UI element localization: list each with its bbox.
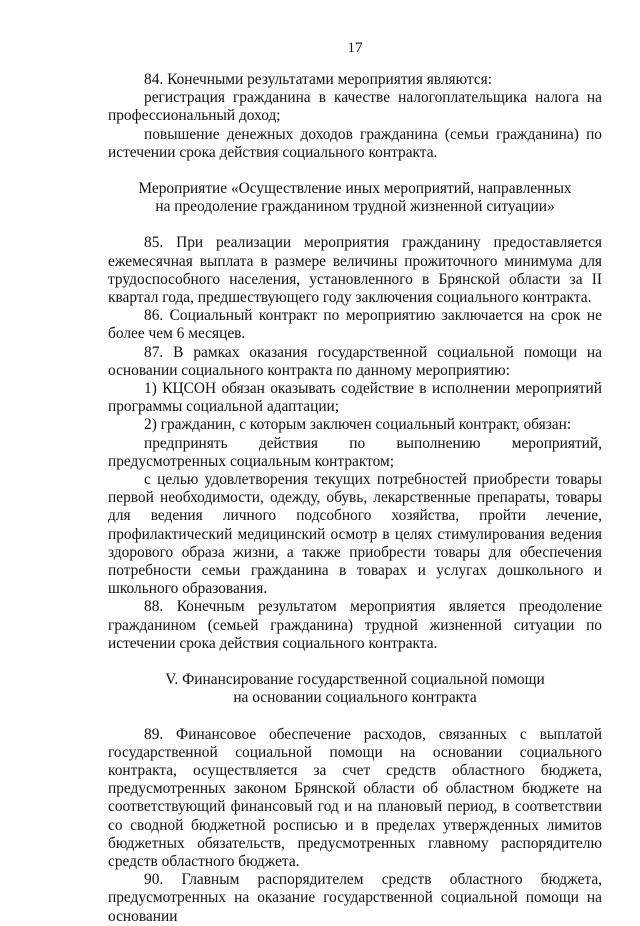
paragraph: предпринять действия по выполнению мероприятий, предусмотренных социальным контрактом; <box>108 434 602 470</box>
section-title: Мероприятие «Осуществление иных мероприятий, направленных <box>138 180 572 198</box>
paragraph: повышение денежных доходов гражданина (семьи гражданина) по истечении срока действия социального контракта. <box>108 125 602 161</box>
paragraph: 88. Конечным результатом мероприятия является преодоление гражданином (семьей гражданина) трудной жизненной ситуации по истечении срока действия социального контракта. <box>108 598 602 652</box>
paragraph: регистрация гражданина в качестве налогоплательщика налога на профессиональный доход; <box>108 89 602 125</box>
section-gap <box>108 216 602 234</box>
paragraph: 86. Социальный контракт по мероприятию заключается на срок не более чем 6 месяцев. <box>108 307 602 343</box>
paragraph: с целью удовлетворения текущих потребностей приобрести товары первой необходимости, одежду, обувь, лекарственные препараты, товары для ведения личного подсобного хозяйства, пройти лечение, профилактический медицинский осмотр в целях стимулирования ведения здорового образа жизни, а также приобрести товары для обеспечения потребности семьи гражданина в товарах и услугах дошкольного и школьного образования. <box>108 471 602 598</box>
paragraph: 87. В рамках оказания государственной социальной помощи на основании социального контракта по данному мероприятию: <box>108 343 602 379</box>
paragraph: 1) КЦСОН обязан оказывать содействие в исполнении мероприятий программы социальной адаптации; <box>108 380 602 416</box>
section-title: на основании социального контракта <box>233 689 477 707</box>
section-gap <box>108 653 602 671</box>
section-title: на преодоление гражданином трудной жизненной ситуации» <box>155 198 555 216</box>
section-gap <box>108 708 602 726</box>
paragraph: 90. Главным распорядителем средств областного бюджета, предусмотренных на оказание государственной социальной помощи на основании <box>108 871 602 925</box>
section-gap <box>108 162 602 180</box>
paragraph: 89. Финансовое обеспечение расходов, связанных с выплатой государственной социальной помощи на основании социального контракта, осуществляется за счет средств областного бюджета, предусмотренных законом Брянской области об областном бюджете на соответствующий финансовый год и на плановый период, в соответствии со сводной бюджетной росписью и в пределах утвержденных лимитов бюджетных обязательств, предусмотренных главному распорядителю средств областного бюджета. <box>108 725 602 870</box>
page-number: 17 <box>347 40 363 56</box>
paragraph: 84. Конечными результатами мероприятия являются: <box>144 71 493 88</box>
section-title: V. Финансирование государственной социальной помощи <box>165 671 545 689</box>
paragraph: 85. При реализации мероприятия гражданину предоставляется ежемесячная выплата в размере величины прожиточного минимума для трудоспособного населения, установленного в Брянской области за II квартал года, предшествующего году заключения социального контракта. <box>108 234 602 307</box>
document-body <box>108 71 602 926</box>
paragraph: 2) гражданин, с которым заключен социальный контракт, обязан: <box>144 416 572 434</box>
